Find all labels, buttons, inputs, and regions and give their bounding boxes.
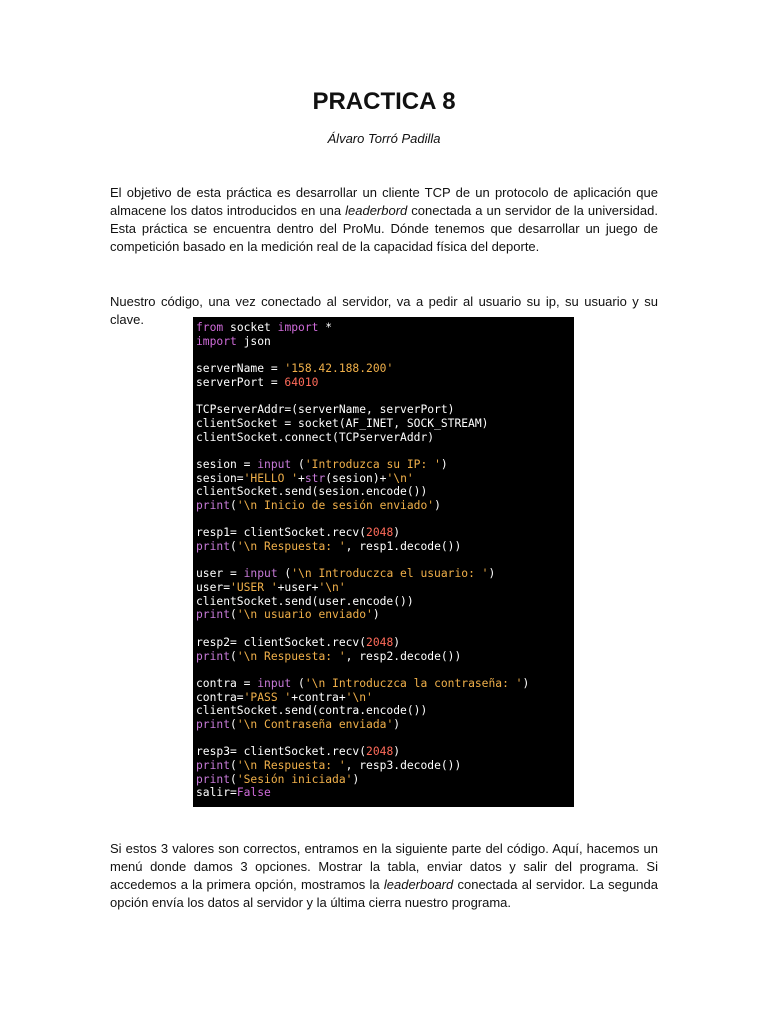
code-line: [196, 403, 574, 417]
code-line: [196, 567, 574, 581]
code-token: (: [230, 608, 237, 622]
code-line: [196, 321, 574, 335]
code-token: ): [522, 676, 530, 690]
code-token: ): [352, 772, 360, 786]
code-line: [196, 608, 574, 622]
intro-paragraph: [110, 184, 658, 256]
code-line: [196, 362, 574, 376]
code-token: resp2= clientSocket.recv(: [196, 635, 367, 649]
code-line: [196, 389, 574, 403]
code-token: (: [230, 498, 237, 512]
code-token: ): [434, 498, 441, 512]
code-line: [196, 622, 574, 636]
code-line: [196, 759, 574, 773]
code-token: '158.42.188.200': [284, 362, 394, 376]
code-token: 2048: [366, 745, 394, 759]
code-token: ): [393, 745, 401, 759]
code-token: 'HELLO ': [243, 471, 299, 485]
code-token: clientSocket.connect(TCPserverAddr): [196, 430, 435, 444]
code-line: [196, 540, 574, 554]
code-token: (: [291, 676, 305, 690]
code-token: ): [393, 717, 401, 731]
code-token: socket: [223, 321, 278, 334]
code-token: print: [196, 717, 231, 731]
code-token: (sesion)+: [325, 471, 387, 485]
code-token: clientSocket.send(sesion.encode()): [196, 485, 428, 499]
code-token: sesion=: [196, 471, 244, 485]
code-token: (: [291, 457, 305, 471]
code-line: [196, 417, 574, 431]
code-line: [196, 663, 574, 677]
code-screenshot: [193, 317, 574, 807]
code-token: str: [304, 471, 326, 485]
code-token: ): [440, 457, 448, 471]
code-token: clientSocket.send(contra.encode()): [196, 704, 428, 718]
code-token: (: [230, 540, 237, 553]
code-token: clientSocket = socket(AF_INET, SOCK_STREAM): [196, 416, 489, 430]
intro-text-start: El objetivo de esta práctica es desarrollar un cliente TCP de un protocolo de aplicación que almacene los datos introducidos en una: [110, 185, 658, 218]
code-token: '\n Respuesta: ': [236, 759, 346, 772]
code-token: ): [372, 608, 380, 622]
code-token: (: [230, 772, 237, 786]
code-token: +contra+: [291, 690, 346, 704]
code-token: user=: [196, 581, 231, 595]
code-token: 2048: [366, 635, 394, 649]
code-line: [196, 472, 574, 486]
code-line: [196, 499, 574, 513]
code-token: sesion =: [196, 457, 258, 471]
code-token: 'Introduzca su IP: ': [304, 457, 441, 471]
intro-text-end: conectada a un servidor de la universidad. Esta práctica se encuentra dentro del ProMu. Dónde tenemos que desarrollar un juego de competición basado en la medición real de la capacidad física del deporte.: [110, 203, 658, 254]
code-line: [196, 526, 574, 540]
page-title: PRACTICA 8: [312, 88, 456, 115]
code-line: [196, 376, 574, 390]
code-token: print: [196, 759, 231, 772]
code-token: (: [277, 567, 292, 581]
code-token: clientSocket.send(user.encode()): [196, 594, 414, 608]
code-token: contra=: [196, 690, 244, 704]
code-token: contra =: [196, 676, 258, 690]
code-token: '\n': [386, 471, 414, 485]
code-line: [196, 554, 574, 568]
menu-emphasis: leaderboard: [383, 877, 454, 892]
code-token: input: [243, 567, 278, 581]
code-token: import: [277, 321, 319, 334]
code-line: [196, 595, 574, 609]
menu-paragraph: [110, 840, 658, 912]
code-token: 2048: [366, 526, 394, 540]
code-token: '\n Contraseña enviada': [236, 717, 394, 731]
code-token: serverPort =: [196, 375, 285, 389]
code-line: [196, 718, 574, 732]
author-name: Álvaro Torró Padilla: [327, 131, 441, 146]
code-token: print: [196, 540, 231, 553]
code-token: 'Sesión iniciada': [236, 772, 353, 786]
code-token: input: [257, 457, 292, 471]
code-token: '\n': [345, 690, 373, 704]
code-token: from: [196, 321, 224, 334]
menu-text-end: conectada al servidor. La segunda opción envía los datos al servidor y la última cierra nuestro programa.: [110, 877, 658, 910]
code-token: resp3= clientSocket.recv(: [196, 745, 367, 759]
code-token: TCPserverAddr=(serverName, serverPort): [196, 403, 455, 417]
code-token: print: [196, 649, 231, 663]
code-line: [196, 458, 574, 472]
menu-text-start: Si estos 3 valores son correctos, entramos en la siguiente parte del código. Aquí, hacemos un menú donde damos 3 opciones. Mostrar la tabla, enviar datos y salir del programa. Si accedemos a la primera opción, mostramos la: [110, 841, 658, 892]
code-token: *: [318, 321, 333, 334]
code-line: [196, 335, 574, 349]
code-token: json: [236, 334, 271, 348]
code-token: 'PASS ': [243, 690, 292, 704]
code-line: [196, 444, 574, 458]
code-token: print: [196, 498, 231, 512]
code-line: [196, 691, 574, 705]
code-token: (: [230, 759, 237, 772]
code-token: ): [488, 567, 496, 581]
intro-emphasis: leaderbord: [345, 203, 408, 218]
code-token: 'USER ': [230, 581, 278, 595]
code-token: False: [236, 786, 271, 800]
code-token: '\n Respuesta: ': [236, 649, 346, 663]
code-line: [196, 732, 574, 746]
code-line: [196, 773, 574, 787]
code-token: '\n Respuesta: ': [236, 540, 346, 553]
code-line: [196, 348, 574, 362]
code-line: [196, 650, 574, 664]
code-line: [196, 745, 574, 759]
code-line: [196, 677, 574, 691]
code-token: (: [230, 717, 237, 731]
code-token: serverName =: [196, 362, 285, 376]
code-token: ): [393, 635, 401, 649]
code-token: resp1= clientSocket.recv(: [196, 526, 367, 540]
code-token: '\n': [318, 581, 346, 595]
code-token: , resp1.decode()): [345, 540, 462, 553]
code-token: '\n Introduczca la contraseña: ': [304, 676, 523, 690]
code-token: '\n usuario enviado': [236, 608, 373, 622]
code-line: [196, 513, 574, 527]
code-token: , resp3.decode()): [345, 759, 462, 772]
code-token: salir=: [196, 786, 237, 800]
code-token: import: [196, 334, 237, 348]
code-token: , resp2.decode()): [345, 649, 462, 663]
code-token: 64010: [284, 375, 319, 389]
code-token: print: [196, 608, 231, 622]
code-token: input: [257, 676, 292, 690]
code-token: (: [230, 649, 237, 663]
code-line: [196, 704, 574, 718]
code-token: +user+: [277, 581, 319, 595]
code-token: '\n Inicio de sesión enviado': [236, 498, 435, 512]
code-intro-paragraph: Nuestro código, una vez conectado al servidor, va a pedir al usuario su ip, su usuario y su clave.: [110, 294, 658, 327]
code-line: [196, 636, 574, 650]
code-token: +: [298, 471, 305, 485]
code-token: user =: [196, 567, 244, 581]
code-line: [196, 581, 574, 595]
code-line: [196, 786, 574, 800]
code-token: print: [196, 772, 231, 786]
code-line: [196, 485, 574, 499]
code-token: ): [393, 526, 401, 540]
code-line: [196, 431, 574, 445]
code-token: '\n Introduczca el usuario: ': [291, 567, 489, 581]
